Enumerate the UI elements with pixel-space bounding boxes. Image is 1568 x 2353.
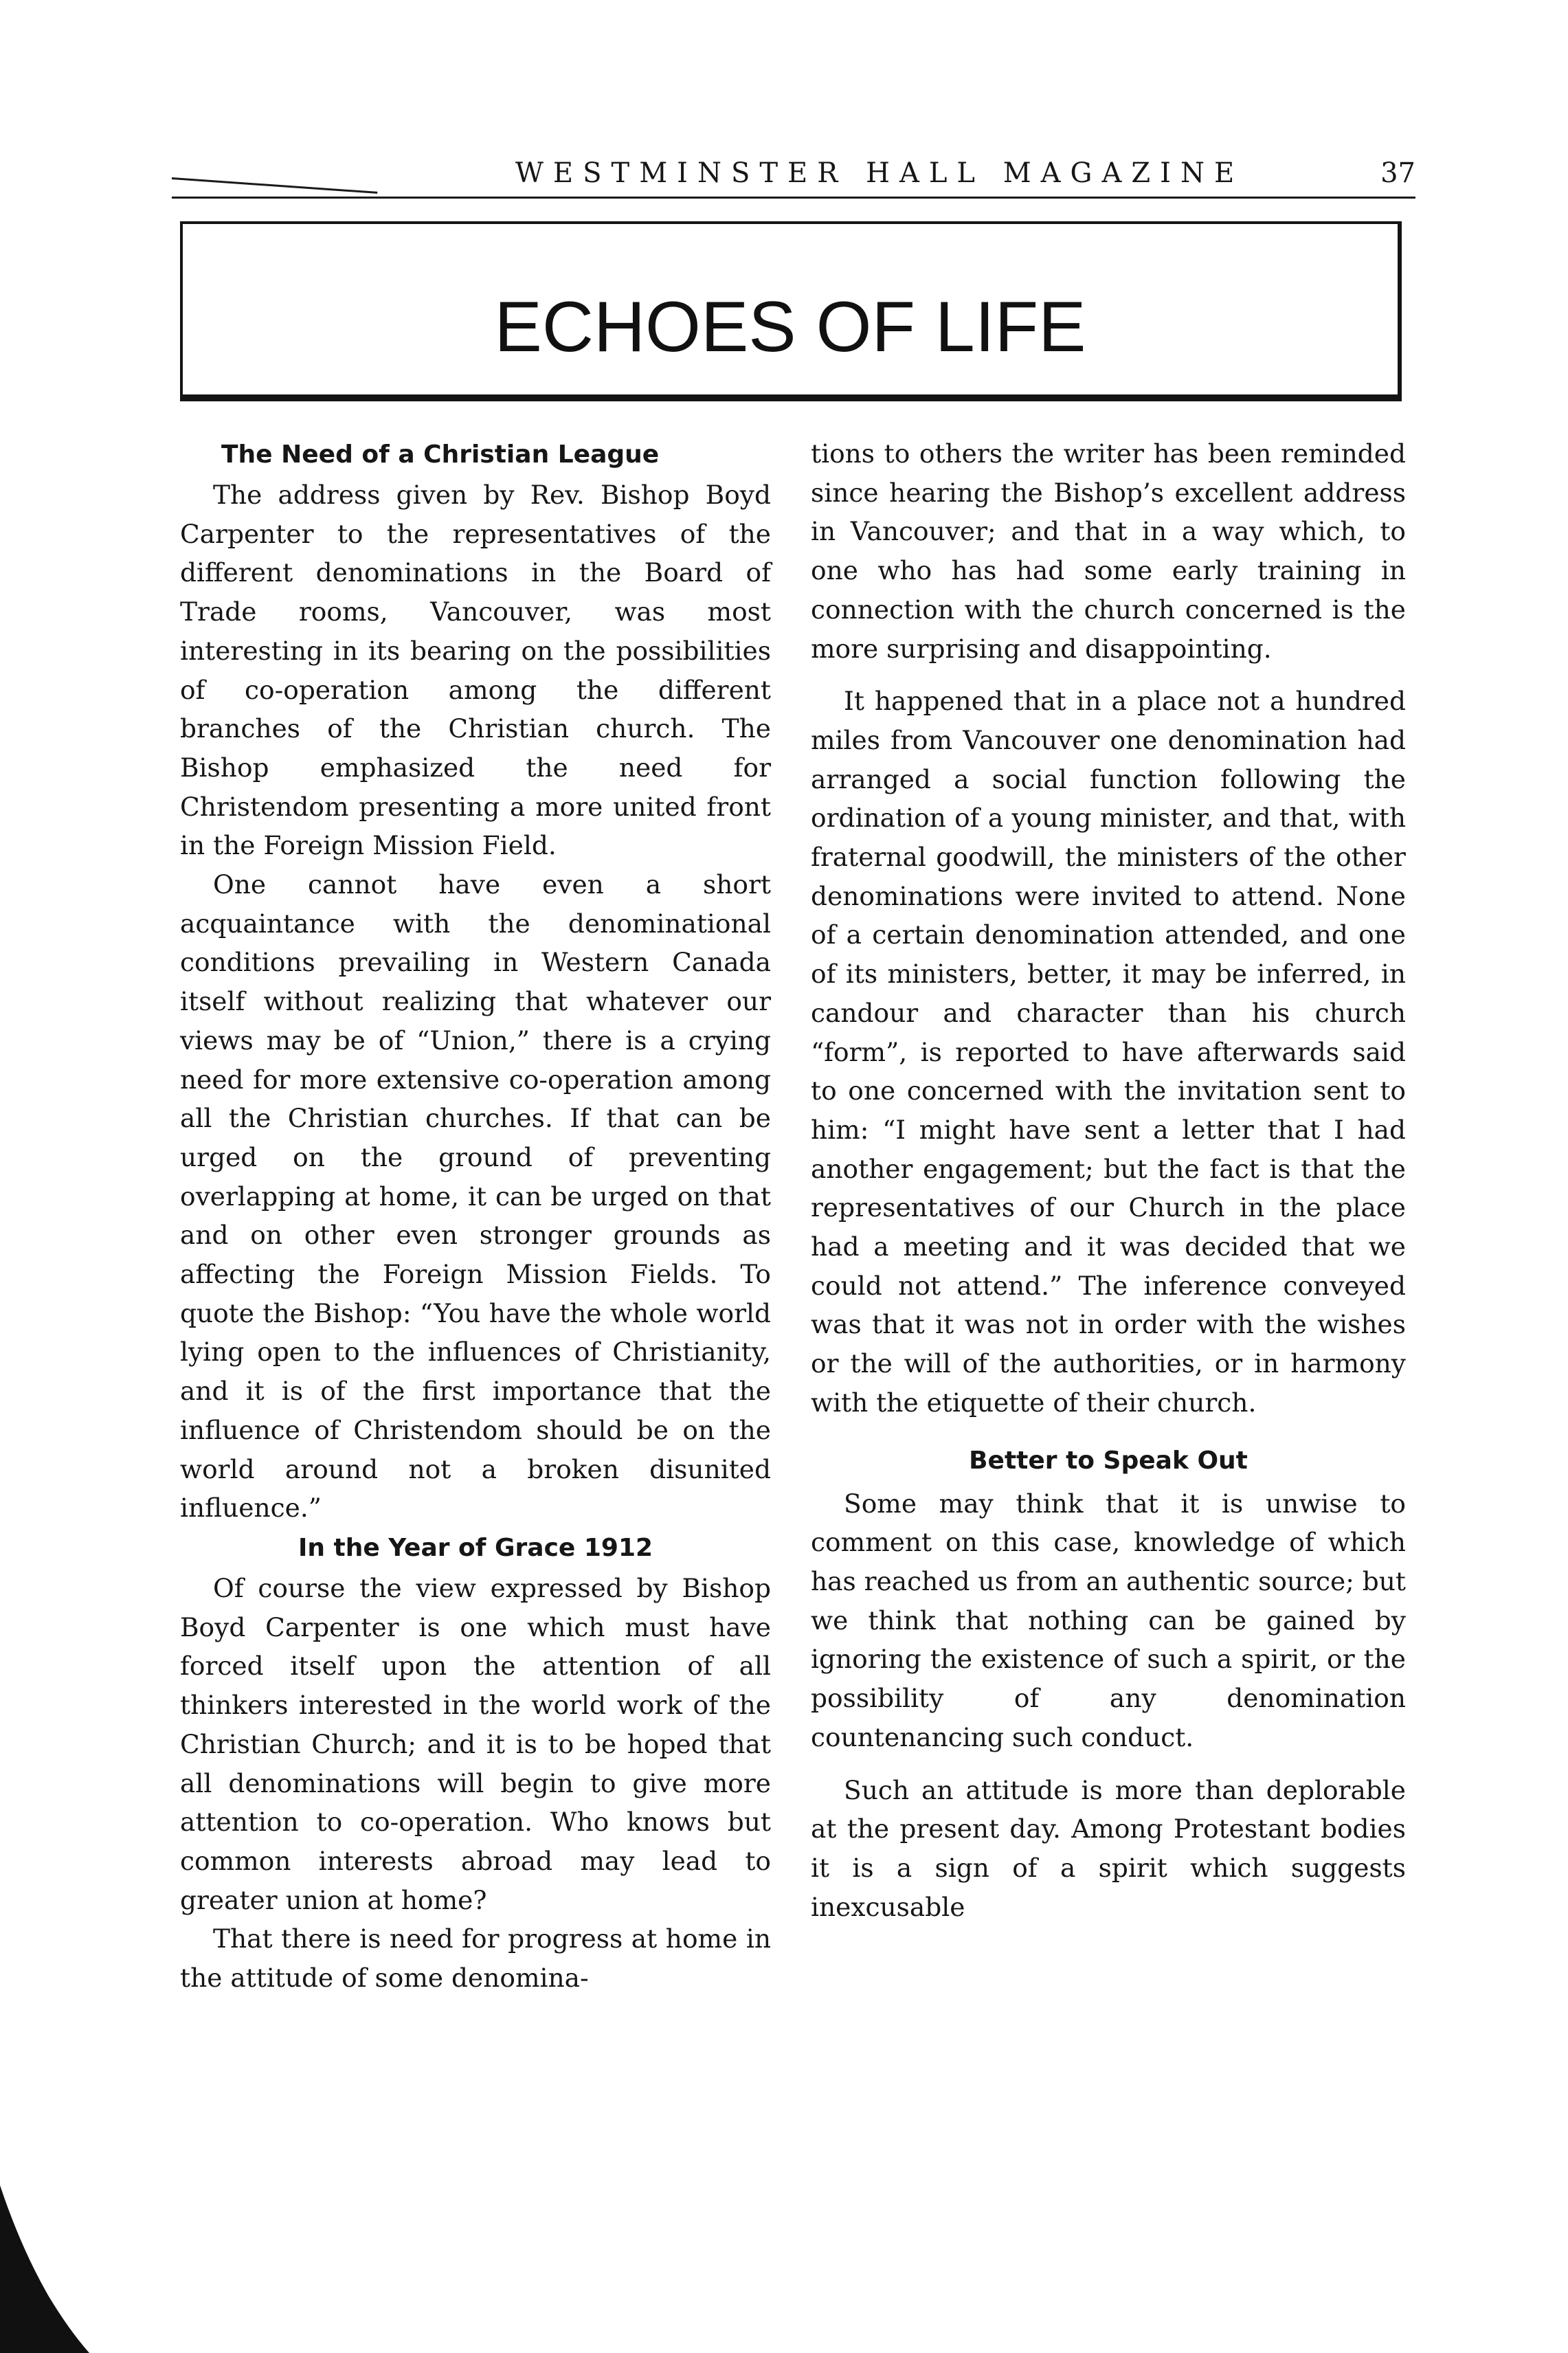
article-heading: The Need of a Christian League <box>221 441 660 469</box>
paragraph: That there is need for progress at home in the attitude of some denomina- <box>180 1923 771 1994</box>
article-heading: Better to Speak Out <box>969 1446 1248 1475</box>
paragraph: tions to others the writer has been reminded since hearing the Bishop’s excellent address in Vancouver; and that in a way which, to one who has had some early training in connection with the church concerned is the more surprising and disappointing. <box>811 438 1406 664</box>
page-number: 37 <box>1380 157 1415 189</box>
right-column <box>811 434 1406 1926</box>
page-binding-shadow <box>0 2158 89 2353</box>
running-title: WESTMINSTER HALL MAGAZINE <box>515 157 1244 189</box>
paragraph: One cannot have even a short acquaintance with the denominational conditions prevailing in Western Canada itself without realizing that whatever our views may be of “Union,” there is a crying need for more extensive co-operation among all the Christian churches. If that can be urged on the ground of preventing overlapping at home, it can be urged on that and on other even stronger grounds as affecting the Foreign Mission Fields. To quote the Bishop: “You have the whole world lying open to the influences of Christianity, and it is of the first importance that the influence of Christendom should be on the world around not a broken disunited influence.” <box>180 869 771 1524</box>
section-title-box <box>180 221 1402 397</box>
paragraph: Some may think that it is unwise to comment on this case, knowledge of which has reached us from an authentic source; but we think that nothing can be gained by ignoring the existence of such a spirit, or the possibility of any denomination countenancing such conduct. <box>811 1488 1406 1752</box>
paragraph: The address given by Rev. Bishop Boyd Carpenter to the representatives of the different denominations in the Board of Trade rooms, Vancouver, was most interesting in its bearing on the possibilities of co-operation among the different branches of the Christian church. The Bishop emphasized the need for Christendom presenting a more united front in the Foreign Mission Field. <box>180 480 771 861</box>
paragraph: It happened that in a place not a hundred miles from Vancouver one denomination had arranged a social function following the ordination of a young minister, and that, with fraternal goodwill, the ministers of the other denominations were invited to attend. None of a certain denomination attended, and one of its ministers, better, it may be inferred, in candour and character than his church “form”, is reported to have afterwards said to one concerned with the invitation sent to him: “I might have sent a letter that I had another engagement; but the fact is that the representatives of our Church in the place had a meeting and it was decided that we could not attend.” The inference conveyed was that it was not in order with the wishes or the will of the authorities, or in harmony with the etiquette of their church. <box>811 686 1406 1418</box>
running-header <box>172 155 1415 199</box>
paragraph: Such an attitude is more than deplorable at the present day. Among Protestant bodies it is a sign of a spirit which suggests inexcusable <box>811 1774 1406 1922</box>
section-title: ECHOES OF LIFE <box>494 287 1086 367</box>
left-column <box>180 434 771 1998</box>
article-heading: In the Year of Grace 1912 <box>298 1533 653 1562</box>
paragraph: Of course the view expressed by Bishop Boyd Carpenter is one which must have forced itself upon the attention of all thinkers interested in the world work of the Christian Church; and it is to be hoped that all denominations will begin to give more attention to co-operation. Who knows but common interests abroad may lead to greater union at home? <box>180 1572 771 1915</box>
